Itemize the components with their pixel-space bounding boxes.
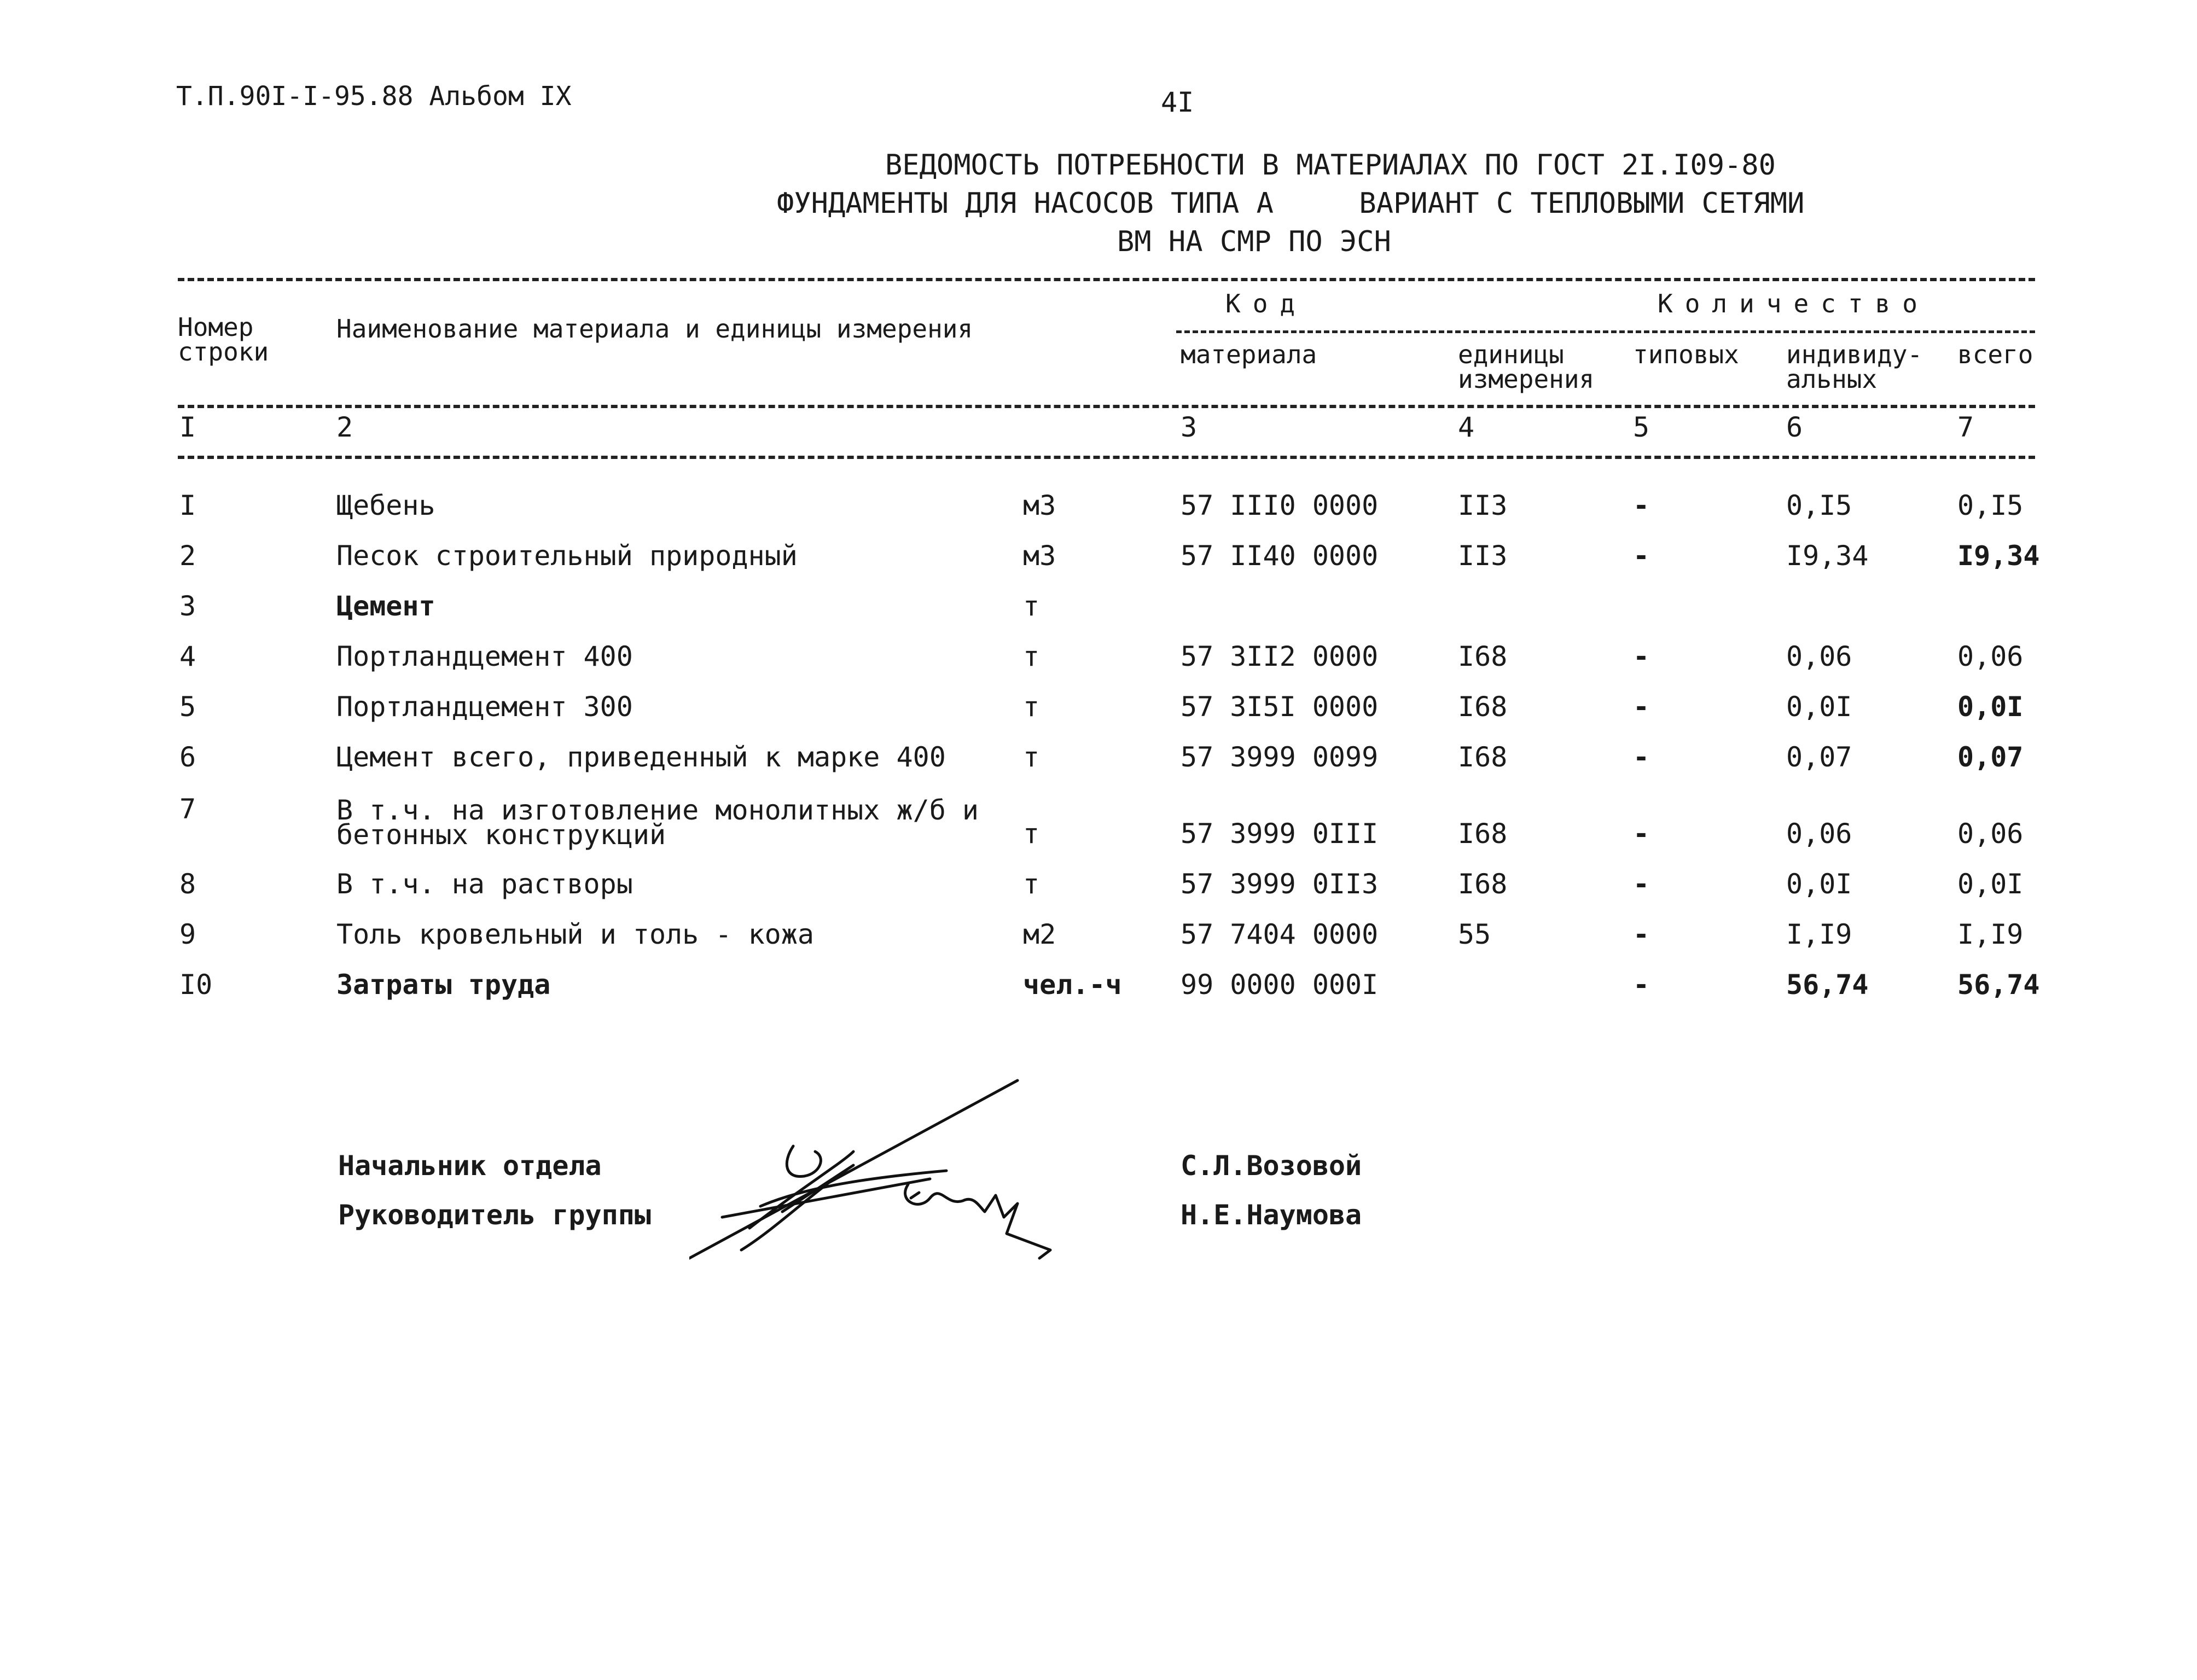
- material-code: 57 II40 0000: [1181, 540, 1379, 572]
- qty-typical: -: [1633, 741, 1650, 773]
- unit-code: I68: [1458, 818, 1508, 850]
- unit-code: I68: [1458, 691, 1508, 723]
- qty-typical: -: [1633, 641, 1650, 672]
- unit: т: [1023, 818, 1040, 850]
- material-name-continued: бетонных конструкций: [336, 819, 666, 851]
- qty-total: I,I9: [1957, 919, 2024, 950]
- column-number: 2: [336, 411, 353, 443]
- column-number: 3: [1181, 411, 1198, 443]
- unit: чел.-ч: [1023, 969, 1122, 1001]
- material-name: Портландцемент 300: [336, 691, 633, 723]
- material-name: В т.ч. на изготовление монолитных ж/б и: [336, 794, 979, 826]
- material-name: Песок строительный природный: [336, 540, 798, 572]
- unit: м3: [1023, 490, 1056, 521]
- header-qty-typical: типовых: [1633, 340, 1739, 369]
- qty-total: 0,0I: [1957, 868, 2024, 900]
- header-code-group: Код: [1225, 289, 1307, 318]
- qty-typical: -: [1633, 818, 1650, 850]
- unit: м2: [1023, 919, 1056, 950]
- column-number: 7: [1957, 411, 1974, 443]
- row-number: 2: [179, 540, 196, 572]
- row-number: I: [179, 490, 196, 521]
- unit: м3: [1023, 540, 1056, 572]
- qty-individual: 0,0I: [1786, 691, 1852, 723]
- title-line-1: ВЕДОМОСТЬ ПОТРЕБНОСТИ В МАТЕРИАЛАХ ПО ГОСТ 2I.I09-80: [885, 149, 1776, 182]
- unit: т: [1023, 641, 1040, 672]
- qty-total: 56,74: [1957, 969, 2040, 1001]
- unit-code: II3: [1458, 540, 1508, 572]
- material-name: Цемент всего, приведенный к марке 400: [336, 741, 946, 773]
- material-code: 57 3II2 0000: [1181, 641, 1379, 672]
- qty-individual: 0,I5: [1786, 490, 1852, 521]
- material-name: Портландцемент 400: [336, 641, 633, 672]
- qty-total: 0,07: [1957, 741, 2024, 773]
- material-code: 57 III0 0000: [1181, 490, 1379, 521]
- qty-typical: -: [1633, 490, 1650, 521]
- row-number: 9: [179, 919, 196, 950]
- material-name: Щебень: [336, 490, 435, 521]
- unit-code: 55: [1458, 919, 1491, 950]
- material-code: 57 3999 0II3: [1181, 868, 1379, 900]
- unit: т: [1023, 590, 1040, 622]
- unit-code: I68: [1458, 641, 1508, 672]
- qty-individual: 56,74: [1786, 969, 1869, 1001]
- qty-typical: -: [1633, 691, 1650, 723]
- qty-individual: I9,34: [1786, 540, 1869, 572]
- handwritten-signature: [689, 1069, 1072, 1277]
- material-name: Затраты труда: [336, 969, 551, 1001]
- unit-code: I68: [1458, 741, 1508, 773]
- qty-total: I9,34: [1957, 540, 2040, 572]
- page-number: 4I: [1161, 86, 1194, 118]
- header-sub-rule: [1176, 330, 2035, 333]
- table-top-rule: [178, 278, 2035, 281]
- signature-role-group-leader: Руководитель группы: [338, 1199, 651, 1231]
- signature-role-head-of-department: Начальник отдела: [338, 1150, 602, 1182]
- column-number: 4: [1458, 411, 1475, 443]
- unit: т: [1023, 741, 1040, 773]
- row-number: 5: [179, 691, 196, 723]
- header-material-name: Наименование материала и единицы измерения: [336, 314, 973, 344]
- material-name: Цемент: [336, 590, 435, 622]
- qty-individual: 0,0I: [1786, 868, 1852, 900]
- qty-individual: 0,06: [1786, 641, 1852, 672]
- qty-individual: 0,06: [1786, 818, 1852, 850]
- material-code: 99 0000 000I: [1181, 969, 1379, 1001]
- unit: т: [1023, 691, 1040, 723]
- unit-code: I68: [1458, 868, 1508, 900]
- column-number: I: [179, 411, 196, 443]
- row-number: 7: [179, 793, 196, 825]
- qty-typical: -: [1633, 969, 1650, 1001]
- header-quantity-group: Количество: [1658, 289, 1929, 318]
- column-number: 6: [1786, 411, 1803, 443]
- qty-total: 0,0I: [1957, 691, 2024, 723]
- header-qty-total: всего: [1957, 340, 2033, 369]
- column-numbers-rule: [178, 456, 2035, 459]
- qty-total: 0,06: [1957, 641, 2024, 672]
- unit-code: II3: [1458, 490, 1508, 521]
- signature-name-2: Н.Е.Наумова: [1181, 1199, 1362, 1231]
- material-code: 57 3999 0III: [1181, 818, 1379, 850]
- material-code: 57 3I5I 0000: [1181, 691, 1379, 723]
- document-reference: Т.П.90I-I-95.88 Альбом IX: [176, 81, 572, 112]
- row-number: I0: [179, 969, 213, 1001]
- qty-individual: 0,07: [1786, 741, 1852, 773]
- material-code: 57 3999 0099: [1181, 741, 1379, 773]
- signature-name-1: С.Л.Возовой: [1181, 1150, 1362, 1182]
- row-number: 3: [179, 590, 196, 622]
- qty-individual: I,I9: [1786, 919, 1852, 950]
- header-code-material: материала: [1181, 340, 1317, 369]
- unit: т: [1023, 868, 1040, 900]
- column-number: 5: [1633, 411, 1650, 443]
- qty-typical: -: [1633, 868, 1650, 900]
- header-bottom-rule: [178, 405, 2035, 408]
- qty-typical: -: [1633, 540, 1650, 572]
- qty-typical: -: [1633, 919, 1650, 950]
- title-line-3: ВМ НА СМР ПО ЭСН: [1117, 225, 1391, 258]
- row-number: 6: [179, 741, 196, 773]
- qty-total: 0,06: [1957, 818, 2024, 850]
- title-line-2: ФУНДАМЕНТЫ ДЛЯ НАСОСОВ ТИПА А ВАРИАНТ С ТЕПЛОВЫМИ СЕТЯМИ: [777, 187, 1805, 220]
- material-name: В т.ч. на растворы: [336, 868, 633, 900]
- row-number: 4: [179, 641, 196, 672]
- material-name: Толь кровельный и толь - кожа: [336, 919, 814, 950]
- qty-total: 0,I5: [1957, 490, 2024, 521]
- material-code: 57 7404 0000: [1181, 919, 1379, 950]
- row-number: 8: [179, 868, 196, 900]
